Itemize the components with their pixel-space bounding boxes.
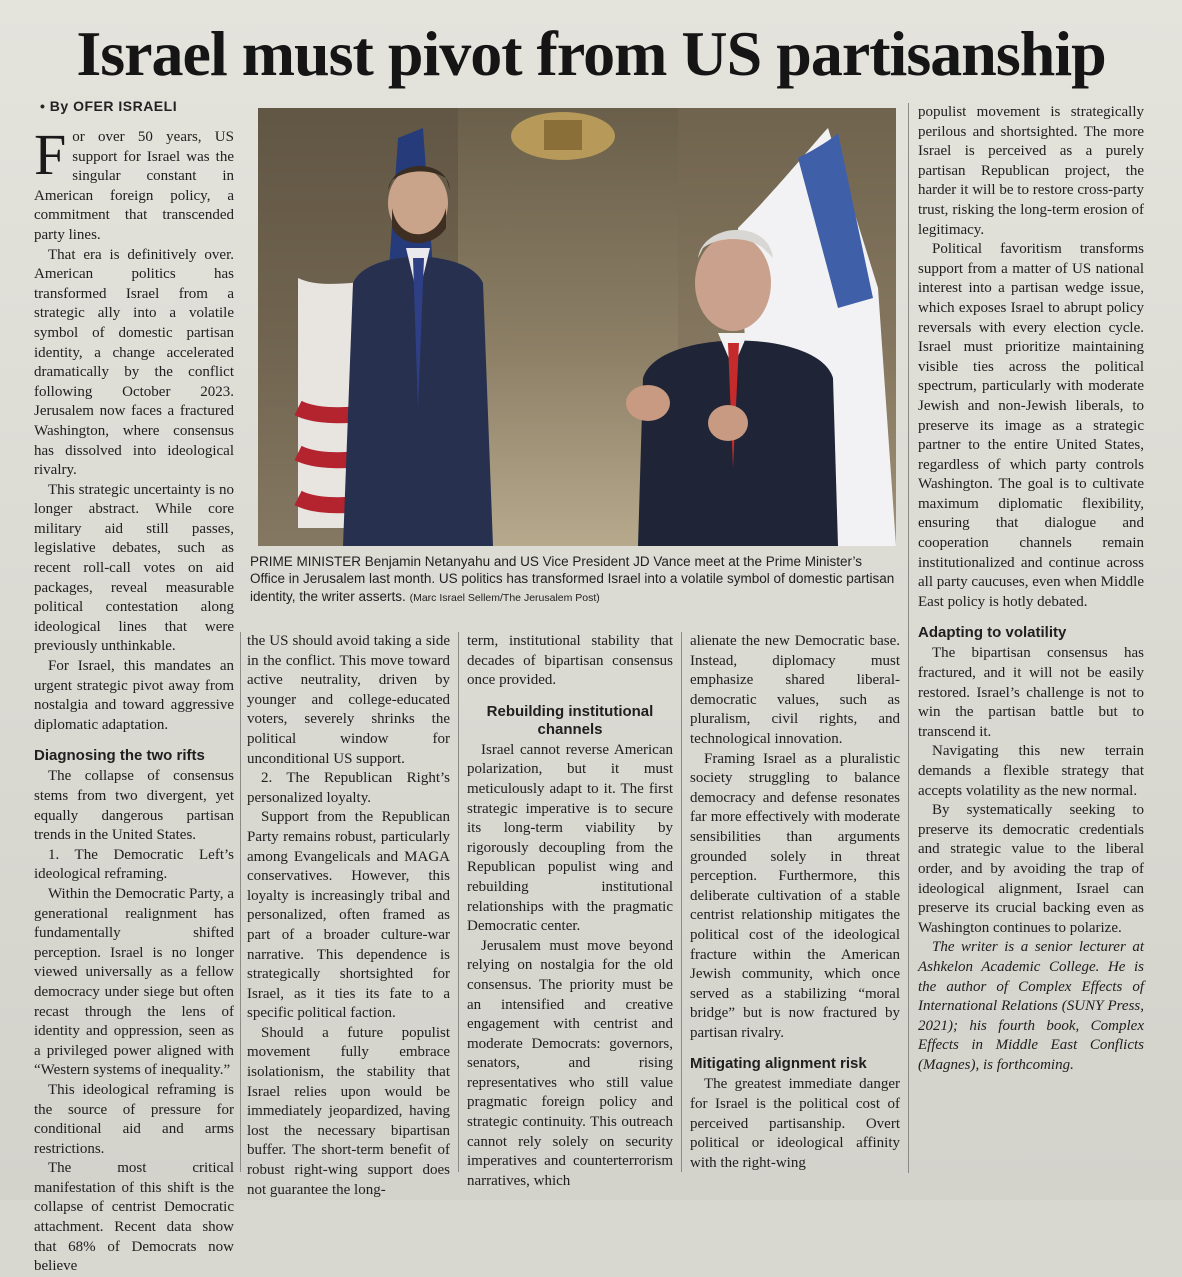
article-photo xyxy=(258,108,896,546)
paragraph: the US should avoid taking a side in the conflict. This move toward active neutrality, driven by younger and college-educated voters, severely shrinks the political window for unconditional US support. xyxy=(247,633,450,767)
column-5 xyxy=(918,103,1144,1076)
paragraph: Within the Democratic Party, a generational realignment has fundamentally shifted perception. Israel is no longer viewed universally as a fellow democracy under siege but often recast through the lens of identity and oppression, seen as a privileged power aligned with “Western systems of inequality.” xyxy=(34,885,234,1079)
paragraph: Should a future populist movement fully embrace isolationism, the stability that Israel relies upon would be immediately jeopardized, having lost the necessary bipartisan buffer. The short-term benefit of robust right-wing support does not guarantee the long- xyxy=(247,1024,450,1198)
subheading: Mitigating alignment risk xyxy=(690,1055,867,1073)
paragraph: term, institutional stability that decades of bipartisan consensus once provided. xyxy=(467,633,673,689)
column-4 xyxy=(690,632,900,1173)
paragraph: This ideological reframing is the source of pressure for conditional aid and arms restrictions. xyxy=(34,1081,234,1157)
paragraph: The collapse of consensus stems from two divergent, yet equally dangerous partisan trends in the United States. xyxy=(34,768,234,844)
photo-credit: (Marc Israel Sellem/The Jerusalem Post) xyxy=(409,591,600,604)
column-2 xyxy=(247,632,450,1200)
paragraph: Political favoritism transforms support from a matter of US national interest into a partisan wedge issue, which exposes Israel to abrupt policy reversals with every election cycle. Israel must prioritize maintaining visible ties across the political spectrum, particularly with moderate Jewish and non-Jewish liberals, to preserve its image as a strategic partner to the entire United States, regardless of which party controls Washington. The goal is to cultivate maximum diplomatic flexibility, ensuring that dialogue and cooperation channels remain institutionalized and continue across all party caucuses, even when Middle East policy is hotly debated. xyxy=(918,241,1144,610)
column-rule xyxy=(240,632,241,1172)
paragraph: Israel cannot reverse American polarization, but it must meticulously adapt to it. The first strategic imperative is to secure its long-term viability by rigorously decoupling from the Republican populist wing and rebuilding institutional relationships with the pragmatic Democratic center. xyxy=(467,741,673,935)
paragraph: For Israel, this mandates an urgent strategic pivot away from nostalgia and toward aggressive diplomatic adaptation. xyxy=(34,658,234,733)
byline: • By OFER ISRAELI xyxy=(40,98,178,114)
paragraph: This strategic uncertainty is no longer abstract. While core military aid still passes, legislative debates, such as recent roll-call votes on aid packages, reveal measurable political contestation along ideological lines that were previously unthinkable. xyxy=(34,481,234,655)
headline: Israel must pivot from US partisanship xyxy=(76,18,1106,89)
paragraph: Framing Israel as a pluralistic society struggling to balance democracy and defense resonates far more effectively with moderate sensibilities than arguments grounded solely in threat perception. Furthermore, this deliberate cultivation of a stable centrist relationship mitigates the political cost of the ideological fracture within the American Jewish community, which once served as a stabilizing “moral bridge” but is now fractured by partisan rivalry. xyxy=(690,750,900,1041)
paragraph: The bipartisan consensus has fractured, and it will not be easily restored. Israel’s challenge is not to win the partisan battle but to transcend it. xyxy=(918,645,1144,740)
paragraph: alienate the new Democratic base. Instead, diplomacy must emphasize shared liberal-democratic values, such as pluralism, civil rights, and technological innovation. xyxy=(690,633,900,747)
paragraph: Support from the Republican Party remains robust, particularly among Evangelicals and MAGA conservatives. However, this loyalty is increasingly tribal and personalized, often framed as part of a broader culture-war narrative. This dependence is strategically shortsighted for Israel, as it ties its fate to a specific political faction. xyxy=(247,809,450,1022)
photo-illustration xyxy=(258,108,896,546)
drop-cap: F xyxy=(34,122,67,187)
paragraph: By systematically seeking to preserve its democratic credentials and strategic value to the liberal order, and by avoiding the trap of ideological alignment, Israel can preserve its crucial backing even as Washington continues to polarize. xyxy=(918,802,1144,936)
paragraph: Jerusalem must move beyond relying on nostalgia for the old consensus. The priority must be an intensified and creative engagement with centrist and moderate Democrats: governors, senators, and rising representatives who still value pragmatic foreign policy and strategic continuity. This outreach cannot rely solely on security imperatives and counterterrorism narratives, which xyxy=(467,937,673,1189)
paragraph: For over 50 years, US support for Israel was the singular constant in American foreign policy, a commitment that transcended party lines. xyxy=(34,122,234,243)
column-3 xyxy=(467,632,673,1191)
photo-caption xyxy=(250,553,900,607)
column-rule xyxy=(458,632,459,1172)
column-rule xyxy=(908,103,909,1173)
paragraph: The greatest immediate danger for Israel is the political cost of perceived partisanship. Overt political or ideological affinity with the right-wing xyxy=(690,1076,900,1171)
caption-text: PRIME MINISTER Benjamin Netanyahu and US Vice President JD Vance meet at the Prime Minister’s Office in Jerusalem last month. US politics has transformed Israel into a volatile symbol of domestic partisan identity, the writer asserts. xyxy=(250,554,895,604)
column-1 xyxy=(34,122,234,1277)
subheading: Adapting to volatility xyxy=(918,624,1067,642)
subheading: Rebuilding institutional channels xyxy=(486,702,654,738)
paragraph: That era is definitively over. American politics has transformed Israel from a strategic ally into a volatile symbol of domestic partisan identity, a change accelerated dramatically by the conflict following October 2023. Jerusalem now faces a fractured Washington, where consensus has dissolved into ideological rivalry. xyxy=(34,246,234,479)
paragraph: Navigating this new terrain demands a flexible strategy that accepts volatility as the new normal. xyxy=(918,743,1144,799)
paragraph: 2. The Republican Right’s personalized loyalty. xyxy=(247,770,450,806)
paragraph: The most critical manifestation of this shift is the collapse of centrist Democratic attachment. Recent data show that 68% of Democrats now believe xyxy=(34,1160,234,1275)
author-bio: The writer is a senior lecturer at Ashkelon Academic College. He is the author of Complex Effects of International Relations (SUNY Press, 2021); his fourth book, Complex Effects in Middle East Conflicts (Magnes), is forthcoming. xyxy=(918,939,1144,1073)
paragraph: 1. The Democratic Left’s ideological reframing. xyxy=(34,846,234,883)
paragraph: populist movement is strategically perilous and shortsighted. The more Israel is perceived as a purely partisan Republican project, the harder it will be to restore cross-party trust, risking the long-term erosion of legitimacy. xyxy=(918,104,1144,238)
column-rule xyxy=(681,632,682,1172)
subheading: Diagnosing the two rifts xyxy=(34,747,205,765)
